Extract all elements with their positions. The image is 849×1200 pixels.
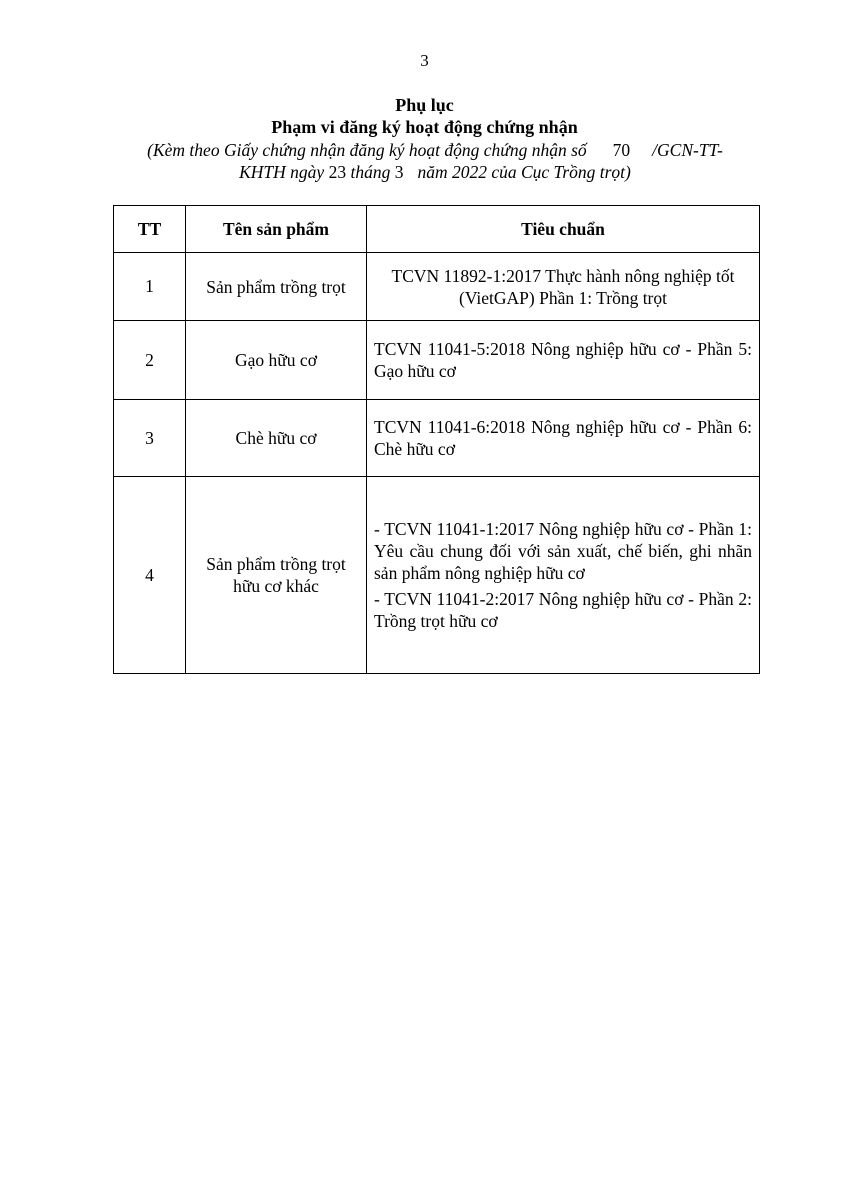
header-standard: Tiêu chuẩn xyxy=(367,206,760,253)
row-tt: 2 xyxy=(114,321,186,400)
row-product: Sản phẩm trồng trọt xyxy=(186,253,367,321)
row-tt: 1 xyxy=(114,253,186,321)
issue-month: 3 xyxy=(394,162,404,182)
row-standard: TCVN 11041-6:2018 Nông nghiệp hữu cơ - Phần 6: Chè hữu cơ xyxy=(367,400,760,477)
table-row xyxy=(114,477,760,674)
header-tt: TT xyxy=(114,206,186,253)
issue-day: 23 xyxy=(328,162,347,182)
appendix-note-line-2 xyxy=(110,161,760,183)
note-text-part-1: (Kèm theo Giấy chứng nhận đăng ký hoạt động chứng nhận số xyxy=(147,140,587,160)
table-header-row xyxy=(114,206,760,253)
note-text-part-4: tháng xyxy=(350,162,391,182)
certificate-number: 70 xyxy=(612,140,631,160)
row-product: Sản phẩm trồng trọt hữu cơ khác xyxy=(186,477,367,674)
row-product: Gạo hữu cơ xyxy=(186,321,367,400)
page-number: 3 xyxy=(420,51,429,70)
note-text-part-3: KHTH ngày xyxy=(239,162,325,182)
table-row xyxy=(114,253,760,321)
row-standard: TCVN 11892-1:2017 Thực hành nông nghiệp tốt (VietGAP) Phần 1: Trồng trọt xyxy=(367,253,760,321)
appendix-note-line-1 xyxy=(110,139,760,161)
note-text-part-2: /GCN-TT- xyxy=(652,140,723,160)
standard-item: - TCVN 11041-1:2017 Nông nghiệp hữu cơ - Phần 1: Yêu cầu chung đối với sản xuất, chế biến, ghi nhãn sản phẩm nông nghiệp hữu cơ xyxy=(374,519,752,583)
standard-item: - TCVN 11041-2:2017 Nông nghiệp hữu cơ - Phần 2: Trồng trọt hữu cơ xyxy=(374,589,752,631)
note-text-part-5: năm 2022 của Cục Trồng trọt) xyxy=(417,162,631,182)
table-row xyxy=(114,400,760,477)
row-standard xyxy=(367,477,760,674)
scope-table xyxy=(113,205,760,674)
table-row xyxy=(114,321,760,400)
row-standard: TCVN 11041-5:2018 Nông nghiệp hữu cơ - Phần 5: Gạo hữu cơ xyxy=(367,321,760,400)
appendix-title: Phụ lục xyxy=(395,95,454,115)
row-tt: 4 xyxy=(114,477,186,674)
header-product: Tên sản phẩm xyxy=(186,206,367,253)
appendix-subtitle: Phạm vi đăng ký hoạt động chứng nhận xyxy=(271,117,578,137)
row-product: Chè hữu cơ xyxy=(186,400,367,477)
row-tt: 3 xyxy=(114,400,186,477)
